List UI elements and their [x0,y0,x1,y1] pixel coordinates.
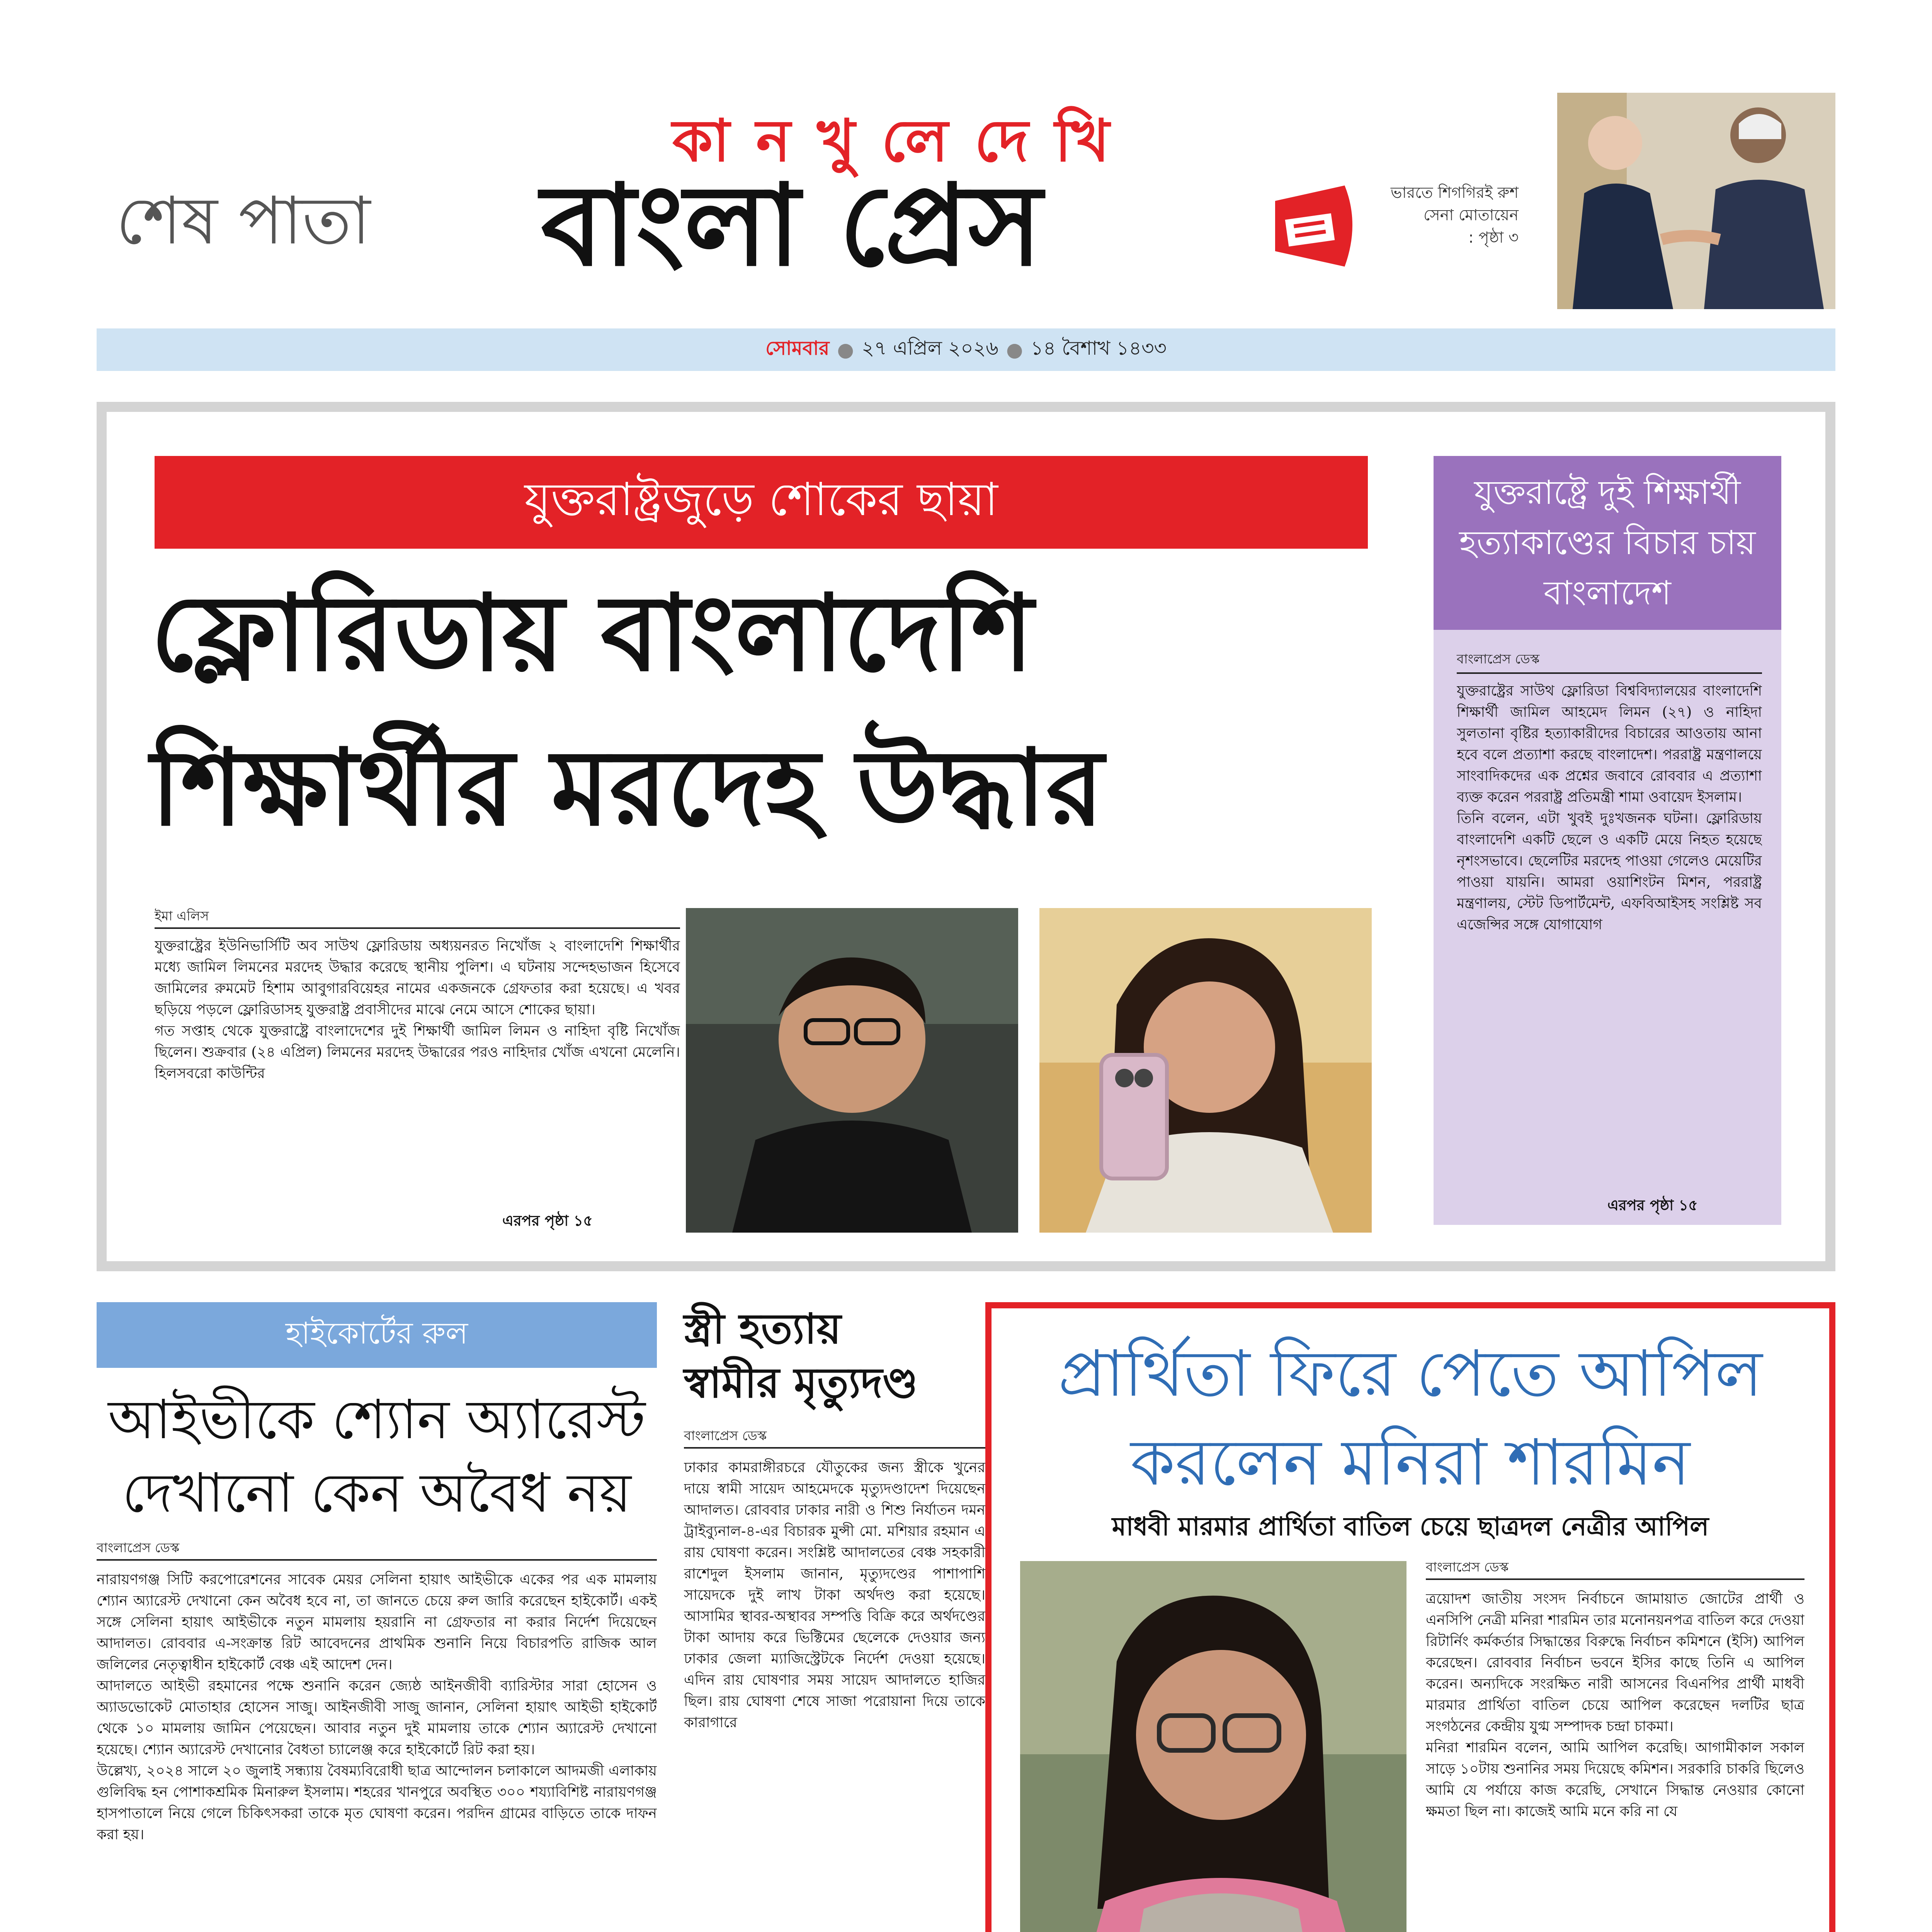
monira-subhead: মাধবী মারমার প্রার্থিতা বাতিল চেয়ে ছাত্রদল নেত্রীর আপিল [1112,1512,1709,1541]
lead-kicker: যুক্তরাষ্ট্রজুড়ে শোকের ছায়া [155,456,1368,549]
highcourt-kicker: হাইকোর্টের রুল [97,1302,657,1368]
teaser-box[interactable] [1314,93,1835,309]
wife-byline: বাংলাপ্রেস ডেস্ক [684,1428,767,1444]
wife-body: ঢাকার কামরাঙ্গীরচরে যৌতুকের জন্য স্ত্রীকে খুনের দায়ে স্বামী সায়েদ আহমেদকে মৃত্যুদণ্ডাদেশ দিয়েছেন আদালত। রোববার ঢাকার নারী ও শিশু নির্যাতন দমন ট্রাইব্যুনাল-৪-এর বিচারক মুন্সী মো. মশিয়ার রহমান এ রায় ঘোষণা করেন। সংশ্লিষ্ট আদালতের বেঞ্চ সহকারী রাশেদুল ইসলাম জানান, মৃত্যুদণ্ডের পাশাপাশি সায়েদকে দুই লাখ টাকা অর্থদণ্ড করা হয়েছে। আসামির স্থাবর-অস্থাবর সম্পত্তি বিক্রি করে অর্থদণ্ডের টাকা আদায় করে ভিক্টিমের ছেলেকে দেওয়ার জন্য ঢাকার জেলা ম্যাজিস্ট্রেটকে নির্দেশ দেওয়া হয়েছে। এদিন রায় ঘোষণার সময় সায়েদ আদালতে হাজির ছিল। রায় ঘোষণা শেষে সাজা পরোয়ানা দিয়ে তাকে কারাগারে [684,1459,985,1731]
sidebar-byline: বাংলাপ্রেস ডেস্ক [1457,651,1540,667]
highcourt-byline: বাংলাপ্রেস ডেস্ক [97,1540,180,1556]
lead-byline: ইমা এলিস [155,908,209,924]
lead-photo-nahida [1039,908,1372,1233]
monira-byline-rule [1426,1578,1804,1580]
highcourt-body: নারায়ণগঞ্জ সিটি করপোরেশনের সাবেক মেয়র সেলিনা হায়াৎ আইভীকে একের পর এক মামলায় শ্যোন অ্যারেস্ট দেখানো কেন অবৈধ হবে না, তা জানতে চেয়ে রুল জারি করেছেন হাইকোর্ট। একই সঙ্গে সেলিনা হায়াৎ আইভীকে নতুন মামলায় হয়রানি না গ্রেফতার না করার নির্দেশ দিয়েছেন আদালত। রোববার এ-সংক্রান্ত রিট আবেদনের প্রাথমিক শুনানি নিয়ে বিচারপতি রাজিক আল জলিলের নেতৃত্বাধীন হাইকোর্ট বেঞ্চ এই আদেশ দেন। আদালতে আইভী রহমানের পক্ষে শুনানি করেন জ্যেষ্ঠ আইনজীবী ব্যারিস্টার সারা হোসেন ও অ্যাডভোকেট মোতাহার হোসেন সাজু। আইনজীবী সাজু জানান, সেলিনা হায়াৎ আইভী হাইকোর্ট থেকে ১০ মামলায় জামিন পেয়েছেন। আবার নতুন দুই মামলায় তাকে শ্যোন অ্যারেস্ট দেখানো হয়েছে। শ্যোন অ্যারেস্ট দেখানোর বৈধতা চ্যালেঞ্জ করে হাইকোর্টে রিট করা হয়। উল্লেখ্য, ২০২৪ সালে ২০ জুলাই সন্ধ্যায় বৈষম্যবিরোধী ছাত্র আন্দোলন চলাকালে আদমজী এলাকায় গুলিবিদ্ধ হন পোশাকশ্রমিক মিনারুল ইসলাম। শহরের খানপুরে অবস্থিত ৩০০ শয্যাবিশিষ্ট নারায়ণগঞ্জ হাসপাতালে নিয়ে গেলে চিকিৎসকরা তাকে মৃত ঘোষণা করেন। পরদিন গ্রামের বাড়িতে তাকে দাফন করা হয়। [97,1571,657,1843]
highcourt-byline-rule [97,1559,657,1561]
sidebar-body: যুক্তরাষ্ট্রের সাউথ ফ্লোরিডা বিশ্ববিদ্যালয়ের বাংলাদেশি শিক্ষার্থী জামিল আহমেদ লিমন (২৭) ও নাহিদা সুলতানা বৃষ্টির হত্যাকারীদের বিচারের আওতায় আনা হবে বলে প্রত্যাশা করছে বাংলাদেশ। পররাষ্ট্র মন্ত্রণালয়ে সাংবাদিকদের এক প্রশ্নের জবাবে রোববার এ প্রত্যাশা ব্যক্ত করেন পররাষ্ট্র প্রতিমন্ত্রী শামা ওবায়েদ ইসলাম। তিনি বলেন, এটা খুবই দুঃখজনক ঘটনা। ফ্লোরিডায় বাংলাদেশি একটি ছেলে ও একটি মেয়ে নিহত হয়েছে নৃশংসভাবে। ছেলেটির মরদেহ পাওয়া গেলেও মেয়েটির পাওয়া যায়নি। আমরা ওয়াশিংটন মিশন, পররাষ্ট্র মন্ত্রণালয়, স্টেট ডিপার্টমেন্ট, এফবিআইসহ সংশ্লিষ্ট সব এজেন্সির সঙ্গে যোগাযোগ [1457,682,1762,933]
masthead-logo[interactable] [541,162,1364,294]
date-gregorian: ২৭ এপ্রিল ২০২৬ [862,337,998,359]
teaser-photo [1557,93,1835,309]
sidebar-continued[interactable]: এরপর পৃষ্ঠা ১৫ [1607,1197,1698,1214]
masthead-tagline: কা ন খু লে দে খি [672,107,1113,175]
section-label: শেষ পাতা [116,183,371,259]
date-bengali: ১৪ বৈশাখ ১৪৩৩ [1031,337,1167,359]
wife-byline-rule [684,1447,985,1449]
highcourt-headline[interactable]: আইভীকে শ্যোন অ্যারেস্ট দেখানো কেন অবৈধ নয় [108,1388,646,1525]
lead-byline-rule [155,927,680,929]
sidebar-headline: যুক্তরাষ্ট্রে দুই শিক্ষার্থী হত্যাকাণ্ডের বিচার চায় বাংলাদেশ [1434,456,1781,630]
date-dot: ● [837,338,854,361]
lead-continued[interactable]: এরপর পৃষ্ঠা ১৫ [502,1212,593,1229]
monira-photo [1020,1561,1406,1932]
monira-byline: বাংলাপ্রেস ডেস্ক [1426,1560,1509,1575]
lead-body: যুক্তরাষ্ট্রের ইউনিভার্সিটি অব সাউথ ফ্লোরিডায় অধ্যয়নরত নিখোঁজ ২ বাংলাদেশি শিক্ষার্থীর মধ্যে জামিল লিমনের মরদেহ উদ্ধার করেছে স্থানীয় পুলিশ। এ ঘটনায় সন্দেহভাজন হিসেবে জামিলের রুমমেট হিশাম আবুগারবিয়েহর নামের একজনকে গ্রেফতার করা হয়েছে। এ খবর ছড়িয়ে পড়লে ফ্লোরিডাসহ যুক্তরাষ্ট্র প্রবাসীদের মাঝে নেমে আসে শোকের ছায়া। গত সপ্তাহ থেকে যুক্তরাষ্ট্রে বাংলাদেশের দুই শিক্ষার্থী জামিল লিমন ও নাহিদা বৃষ্টি নিখোঁজ ছিলেন। শুক্রবার (২৪ এপ্রিল) লিমনের মরদেহ উদ্ধারের পরও নাহিদার খোঁজ এখনো মেলেনি। হিলসবরো কাউন্টির [155,937,680,1082]
masthead-name: বাংলা প্রেস [541,161,1043,291]
date-bar [97,328,1835,371]
monira-headline[interactable]: প্রার্থিতা ফিরে পেতে আপিল করলেন মনিরা শারমিন [1058,1337,1763,1500]
sidebar-byline-rule [1457,672,1762,674]
monira-body: ত্রয়োদশ জাতীয় সংসদ নির্বাচনে জামায়াত জোটের প্রার্থী ও এনসিপি নেত্রী মনিরা শারমিন তার মনোনয়নপত্র বাতিল করে দেওয়া রিটার্নিং কর্মকর্তার সিদ্ধান্তের বিরুদ্ধে নির্বাচন কমিশনে (ইসি) আপিল করেছেন। রোববার নির্বাচন ভবনে ইসির কাছে তিনি এ আপিল করেন। অন্যদিকে সংরক্ষিত নারী আসনের বিএনপির প্রার্থী মাধবী মারমার প্রার্থিতা বাতিল চেয়ে আপিল করেছেন দলটির ছাত্র সংগঠনের কেন্দ্রীয় যুগ্ম সম্পাদক চন্দ্রা চাকমা। মনিরা শারমিন বলেন, আমি আপিল করেছি। আগামীকাল সকাল সাড়ে ১০টায় শুনানির সময় দিয়েছে কমিশন। সরকারি চাকরি ছিলেও আমি যে পর্যায়ে কাজ করেছি, সেখানে সিদ্ধান্ত নেওয়ার কোনো ক্ষমতা ছিল না। কাজেই আমি মনে করি না যে [1426,1590,1804,1820]
lead-photo-limon [686,908,1018,1233]
date-day: সোমবার [765,337,830,359]
teaser-text: ভারতে শিগগিরই রুশ সেনা মোতায়েন : পৃষ্ঠা ৩ [1390,184,1519,247]
lead-headline[interactable]: ফ্লোরিডায় বাংলাদেশি শিক্ষার্থীর মরদেহ উদ্ধার [151,573,1104,849]
wife-headline[interactable]: স্ত্রী হত্যায় স্বামীর মৃত্যুদণ্ড [684,1305,918,1407]
date-dot: ● [1006,338,1023,361]
